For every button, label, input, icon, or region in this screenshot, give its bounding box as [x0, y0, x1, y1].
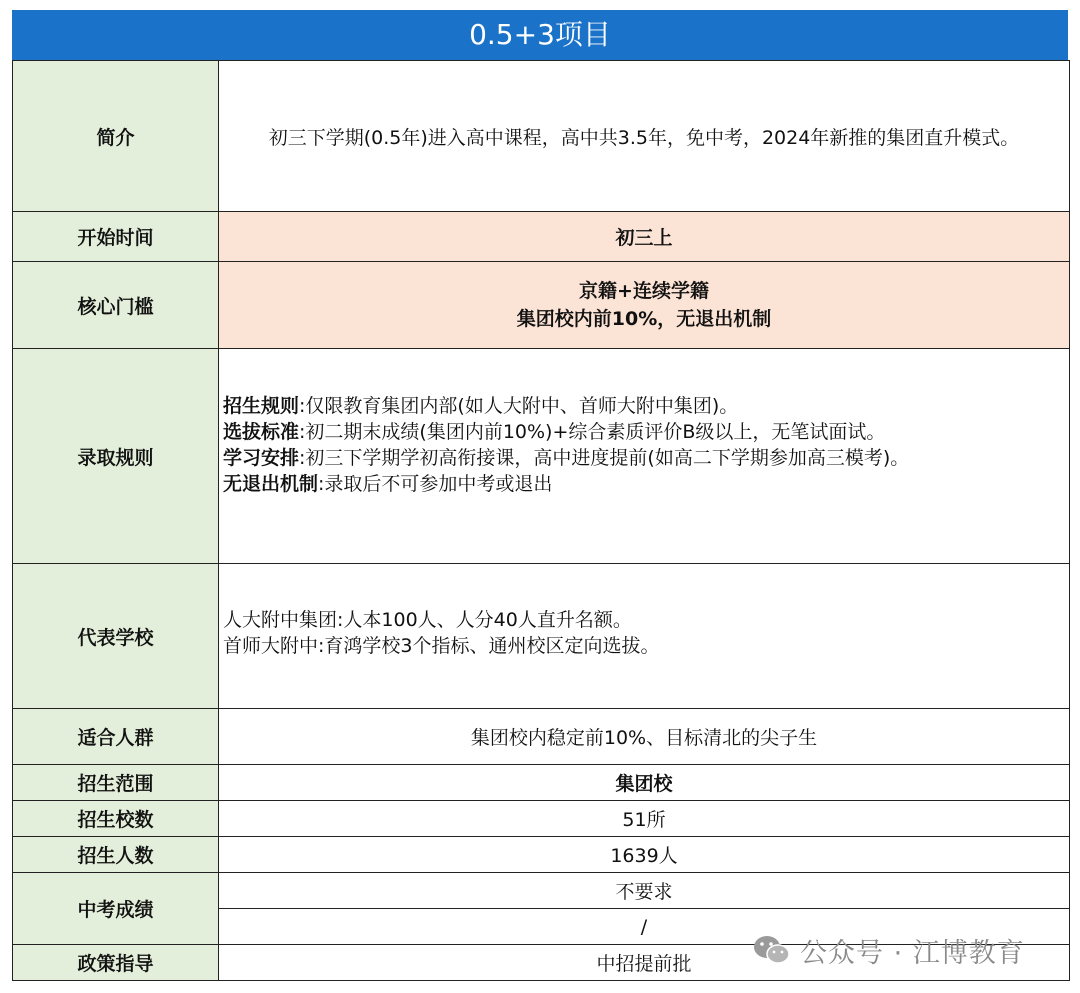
- table-row: [13, 262, 1070, 349]
- row-label-admission: 录取规则: [13, 349, 219, 564]
- table-row: [13, 873, 1070, 909]
- row-label-schools: 代表学校: [13, 564, 219, 709]
- schools-value: [219, 564, 1070, 709]
- row-label-scope: 招生范围: [13, 765, 219, 801]
- admission-item: [223, 393, 1069, 419]
- school-count-value: 51所: [219, 801, 1070, 837]
- wechat-icon: [752, 933, 792, 967]
- admission-item: [223, 471, 1069, 497]
- row-label-intro: 简介: [13, 61, 219, 212]
- admission-item-key: 无退出机制: [223, 473, 319, 495]
- row-label-student-count: 招生人数: [13, 837, 219, 873]
- admission-item-text: :录取后不可参加中考或退出: [318, 473, 553, 495]
- row-label-audience: 适合人群: [13, 709, 219, 765]
- admission-item-key: 学习安排: [223, 447, 300, 469]
- table-row: [13, 765, 1070, 801]
- threshold-value: [219, 262, 1070, 349]
- admission-item-text: :仅限教育集团内部(如人大附中、首师大附中集团)。: [299, 395, 739, 417]
- table-row: [13, 61, 1070, 212]
- school-line: 首师大附中:育鸿学校3个指标、通州校区定向选拔。: [223, 635, 660, 657]
- admission-item-text: :初二期末成绩(集团内前10%)+综合素质评价B级以上，无笔试面试。: [299, 421, 886, 443]
- admission-item-key: 招生规则: [223, 395, 300, 417]
- watermark-text: 公众号 · 江博教育: [800, 937, 1025, 969]
- admission-item-text: :初三下学期学初高衔接课，高中进度提前(如高二下学期参加高三模考)。: [299, 447, 910, 469]
- exam-value: 不要求: [219, 873, 1070, 909]
- table-row: [13, 709, 1070, 765]
- row-label-exam: 中考成绩: [13, 873, 219, 945]
- row-label-policy: 政策指导: [13, 945, 219, 981]
- watermark: [752, 930, 1025, 970]
- audience-value: 集团校内稳定前10%、目标清北的尖子生: [219, 709, 1070, 765]
- project-table: [12, 60, 1070, 981]
- policy-value: 中招提前批: [219, 945, 1070, 981]
- student-count-value: 1639人: [219, 837, 1070, 873]
- start-value: 初三上: [219, 212, 1070, 262]
- page-title: 0.5+3项目: [12, 10, 1068, 60]
- table-row: [13, 837, 1070, 873]
- admission-item: [223, 419, 1069, 445]
- row-label-start: 开始时间: [13, 212, 219, 262]
- school-line: 人大附中集团:人本100人、人分40人直升名额。: [223, 609, 632, 631]
- row-label-threshold: 核心门槛: [13, 262, 219, 349]
- intro-value: 初三下学期(0.5年)进入高中课程，高中共3.5年，免中考，2024年新推的集团直升模式。: [219, 61, 1070, 212]
- table-row: [13, 801, 1070, 837]
- threshold-line: 集团校内前10%，无退出机制: [516, 308, 772, 330]
- scope-value: 集团校: [219, 765, 1070, 801]
- threshold-line: 京籍+连续学籍: [579, 280, 709, 302]
- admission-item-key: 选拔标准: [223, 421, 300, 443]
- row-label-school-count: 招生校数: [13, 801, 219, 837]
- admission-item: [223, 445, 1069, 471]
- admission-value: [219, 349, 1070, 564]
- table-row: [13, 564, 1070, 709]
- table-row: [13, 349, 1070, 564]
- table-row: [13, 212, 1070, 262]
- exam-value-2: /: [219, 909, 1070, 945]
